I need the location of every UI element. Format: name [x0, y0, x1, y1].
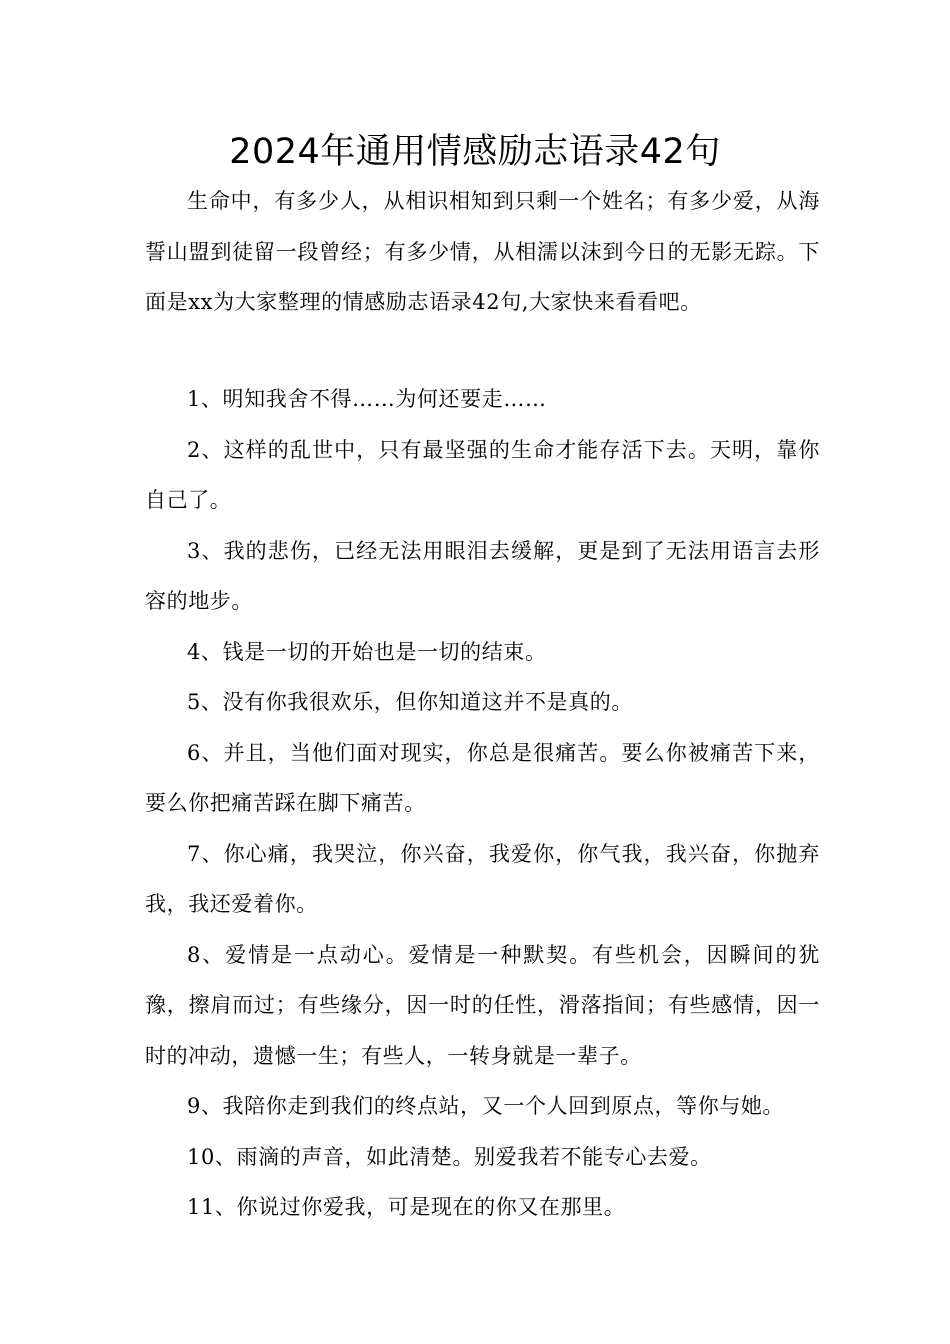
quote-item-5: 5、没有你我很欢乐，但你知道这并不是真的。	[187, 690, 633, 714]
quote-item-3: 3、我的悲伤，已经无法用眼泪去缓解，更是到了无法用语言去形容的地步。	[145, 538, 820, 613]
quote-item-4: 4、钱是一切的开始也是一切的结束。	[187, 639, 547, 664]
quote-item-9: 9、我陪你走到我们的终点站，又一个人回到原点，等你与她。	[187, 1094, 785, 1118]
quote-item-2: 2、这样的乱世中，只有最坚强的生命才能存活下去。天明，靠你自己了。	[145, 437, 820, 512]
quote-item-8: 8、爱情是一点动心。爱情是一种默契。有些机会，因瞬间的犹豫，擦肩而过；有些缘分，因一时的任性，滑落指间；有些感情，因一时的冲动，遗憾一生；有些人，一转身就是一辈子。	[145, 942, 820, 1068]
quote-item-10: 10、雨滴的声音，如此清楚。别爱我若不能专心去爱。	[187, 1144, 712, 1169]
quote-list	[145, 374, 820, 1233]
quote-item-7: 7、你心痛，我哭泣，你兴奋，我爱你，你气我，我兴奋，你抛弃我，我还爱着你。	[145, 841, 820, 916]
intro-section	[145, 176, 820, 328]
intro-paragraph: 生命中，有多少人，从相识相知到只剩一个姓名；有多少爱，从海誓山盟到徒留一段曾经；有多少情，从相濡以沫到今日的无影无踪。下面是xx为大家整理的情感励志语录42句,大家快来看看吧。	[145, 189, 820, 314]
document-title: 2024年通用情感励志语录42句	[229, 132, 721, 172]
quote-item-11: 11、你说过你爱我，可是现在的你又在那里。	[187, 1195, 626, 1219]
quote-item-1: 1、明知我舍不得……为何还要走……	[187, 387, 547, 411]
quote-item-6: 6、并且，当他们面对现实，你总是很痛苦。要么你被痛苦下来，要么你把痛苦踩在脚下痛苦。	[145, 740, 820, 815]
